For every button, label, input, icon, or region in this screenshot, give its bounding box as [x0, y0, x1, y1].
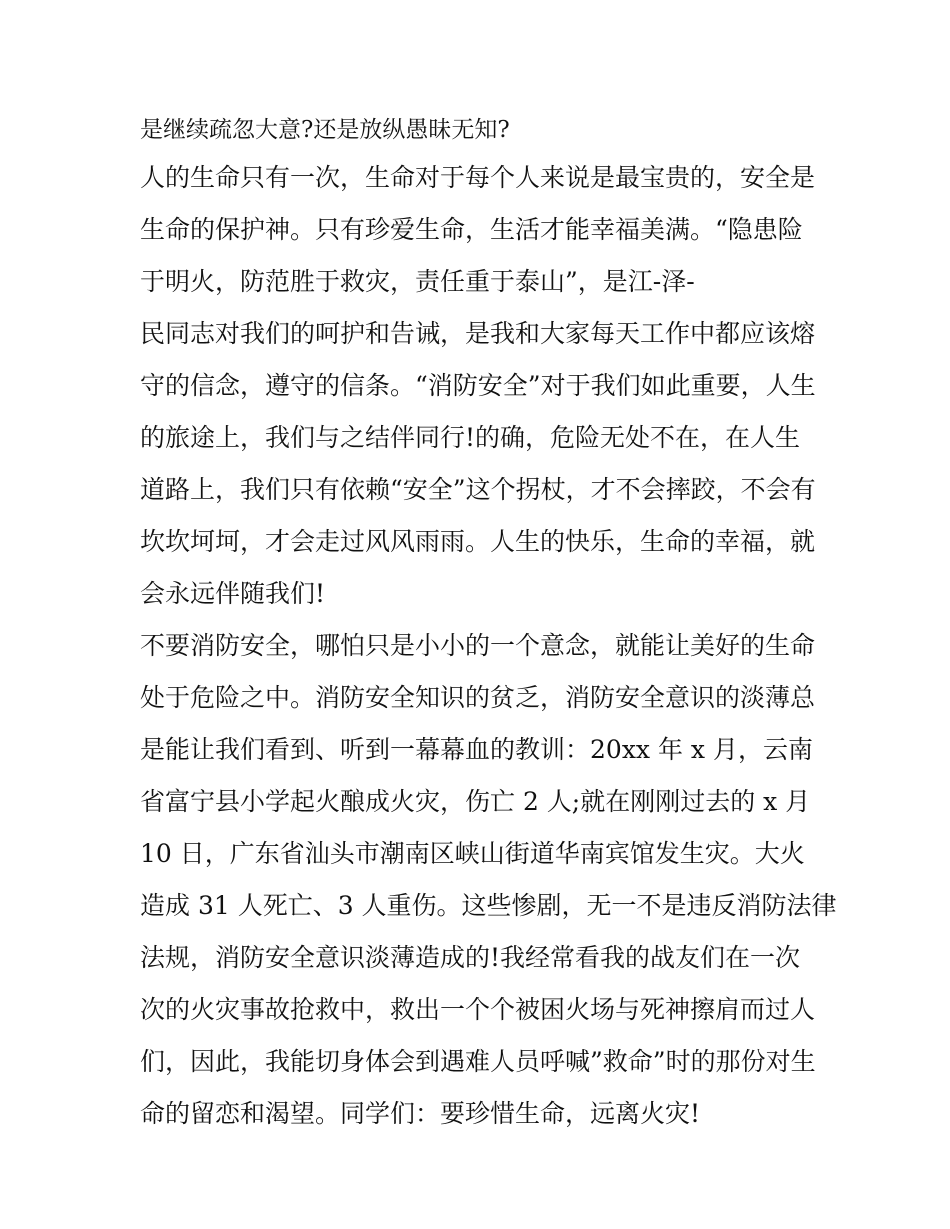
- text-line: 们，因此，我能切身体会到遇难人员呼喊”救命”时的那份对生: [140, 1047, 816, 1076]
- text-line: 是继续疏忽大意?还是放纵愚昧无知?: [140, 117, 510, 143]
- text-line: 10 日，广东省汕头市潮南区峡山街道华南宾馆发生灾。大火: [140, 839, 805, 868]
- text-line: 会永远伴随我们!: [140, 579, 326, 608]
- text-line: 道路上，我们只有依赖“安全”这个拐杖，才不会摔跤，不会有: [140, 475, 816, 504]
- text-line: 命的留恋和渴望。同学们：要珍惜生命，远离火灾!: [140, 1099, 701, 1128]
- text-line: 处于危险之中。消防安全知识的贫乏，消防安全意识的淡薄总: [140, 683, 816, 712]
- text-line: 生命的保护神。只有珍爱生命，生活才能幸福美满。“隐患险: [140, 215, 803, 244]
- text-line: 省富宁县小学起火酿成火灾，伤亡 2 人;就在刚刚过去的 x 月: [140, 787, 811, 816]
- text-line: 法规，消防安全意识淡薄造成的!我经常看我的战友们在一次: [140, 943, 801, 972]
- text-line: 坎坎坷坷，才会走过风风雨雨。人生的快乐，生命的幸福，就: [140, 527, 816, 556]
- text-line: 于明火，防范胜于救灾，责任重于泰山”，是江-泽-: [140, 267, 695, 296]
- text-line: 是能让我们看到、听到一幕幕血的教训：20xx 年 x 月，云南: [140, 735, 813, 764]
- text-line: 次的火灾事故抢救中，救出一个个被困火场与死神擦肩而过人: [140, 995, 816, 1024]
- text-line: 的旅途上，我们与之结伴同行!的确，危险无处不在，在人生: [140, 423, 801, 452]
- text-line: 民同志对我们的呵护和告诫，是我和大家每天工作中都应该熔: [140, 319, 816, 348]
- text-line: 人的生命只有一次，生命对于每个人来说是最宝贵的，安全是: [140, 163, 816, 192]
- text-line: 守的信念，遵守的信条。“消防安全”对于我们如此重要，人生: [140, 371, 816, 400]
- body-text: [140, 108, 837, 1140]
- text-line: 不要消防安全，哪怕只是小小的一个意念，就能让美好的生命: [140, 631, 816, 660]
- text-line: 造成 31 人死亡、3 人重伤。这些惨剧，无一不是违反消防法律: [140, 891, 837, 920]
